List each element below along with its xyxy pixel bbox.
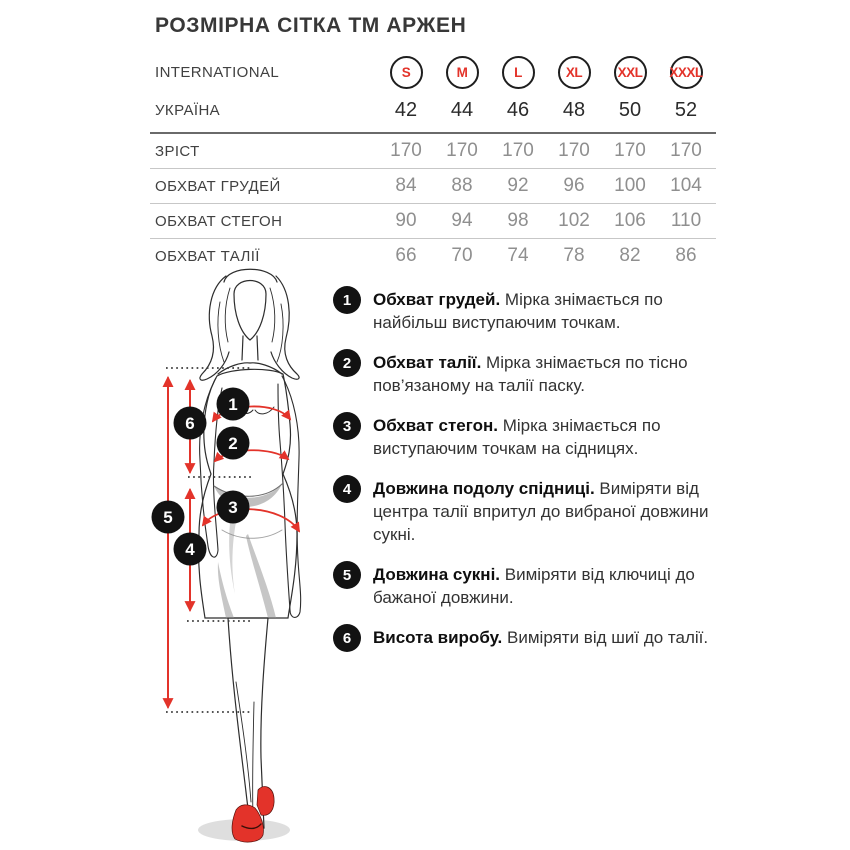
head-sketch <box>218 281 282 375</box>
value-cell: 106 <box>614 210 646 231</box>
measurement-legend <box>333 288 733 652</box>
legend-title: Довжина сукні. <box>373 565 501 584</box>
figure-badge-4 <box>174 533 207 566</box>
size-table <box>150 50 716 273</box>
figure-badge-6 <box>174 407 207 440</box>
value-cell: 170 <box>670 140 702 161</box>
table-row-height <box>150 134 716 168</box>
row-label: ЗРІСТ <box>155 142 200 160</box>
value-cell: 96 <box>563 175 585 196</box>
value-cell: 170 <box>614 140 646 161</box>
legend-description: Виміряти від ключиці до бажаної довжини. <box>373 565 695 607</box>
figure-illustration <box>130 262 340 850</box>
size-circle-s: S <box>390 56 423 89</box>
svg-text:5: 5 <box>163 508 173 527</box>
value-cell: 170 <box>390 140 422 161</box>
row-label: ОБХВАТ ТАЛІЇ <box>155 247 260 265</box>
ua-size-cell: 52 <box>674 98 698 121</box>
value-cell: 102 <box>558 210 590 231</box>
ua-size-cell: 46 <box>506 98 530 121</box>
ua-size-cell: 44 <box>450 98 474 121</box>
value-cell: 98 <box>507 210 529 231</box>
value-cell: 66 <box>395 245 417 266</box>
legend-title: Довжина подолу спідниці. <box>373 479 595 498</box>
value-cell: 70 <box>451 245 473 266</box>
legend-description: Мірка знімається по тісно пов’язаному на талії паску. <box>373 353 688 395</box>
svg-text:3: 3 <box>228 498 238 517</box>
figure-badge-5 <box>152 501 185 534</box>
value-cell: 104 <box>670 175 702 196</box>
table-row-bust <box>150 169 716 203</box>
legend-title: Обхват стегон. <box>373 416 498 435</box>
value-cell: 100 <box>614 175 646 196</box>
svg-text:6: 6 <box>185 414 195 433</box>
ua-size-cell: 48 <box>562 98 586 121</box>
row-label: ОБХВАТ СТЕГОН <box>155 212 283 230</box>
value-cell: 170 <box>558 140 590 161</box>
legend-badge: 6 <box>333 624 361 652</box>
legend-item-skirt-length <box>333 477 733 546</box>
legend-badge: 2 <box>333 349 361 377</box>
value-cell: 110 <box>670 210 702 231</box>
value-cell: 94 <box>451 210 473 231</box>
svg-text:4: 4 <box>185 540 195 559</box>
legend-description: Мірка знімається по найбільш виступаючим точкам. <box>373 290 663 332</box>
table-row-hips <box>150 204 716 238</box>
hair-sketch <box>200 269 299 380</box>
legend-description: Виміряти від центра талії впритул до вибраної довжини сукні. <box>373 479 709 544</box>
legend-item-hips <box>333 414 733 460</box>
legend-description: Виміряти від шиї до талії. <box>507 628 709 647</box>
measurement-diagram-svg <box>130 262 340 850</box>
value-cell: 74 <box>507 245 529 266</box>
legend-badge: 5 <box>333 561 361 589</box>
size-circle-m: M <box>446 56 479 89</box>
table-row-international <box>150 50 716 94</box>
legend-item-dress-length <box>333 563 733 609</box>
value-cell: 86 <box>675 245 697 266</box>
figure-badge-1 <box>217 388 250 421</box>
legend-description: Мірка знімається по виступаючим точкам на сідницях. <box>373 416 661 458</box>
legend-badge: 4 <box>333 475 361 503</box>
legend-badge: 3 <box>333 412 361 440</box>
table-row-ukraine <box>150 94 716 126</box>
svg-text:2: 2 <box>228 434 238 453</box>
page-title: РОЗМІРНА СІТКА ТМ АРЖЕН <box>155 14 467 37</box>
svg-text:1: 1 <box>228 395 238 414</box>
legend-item-waist <box>333 351 733 397</box>
row-label-international: INTERNATIONAL <box>155 63 280 81</box>
value-cell: 92 <box>507 175 529 196</box>
legend-item-bust <box>333 288 733 334</box>
legend-badge: 1 <box>333 286 361 314</box>
value-cell: 82 <box>619 245 641 266</box>
ua-size-cell: 50 <box>618 98 642 121</box>
figure-badge-3 <box>217 491 250 524</box>
legend-title: Обхват талії. <box>373 353 482 372</box>
size-circle-xxxl: XXXL <box>670 56 703 89</box>
value-cell: 78 <box>563 245 585 266</box>
legend-title: Обхват грудей. <box>373 290 501 309</box>
size-circle-l: L <box>502 56 535 89</box>
value-cell: 170 <box>502 140 534 161</box>
row-label-ukraine: УКРАЇНА <box>155 101 221 119</box>
ua-size-cell: 42 <box>394 98 418 121</box>
value-cell: 88 <box>451 175 473 196</box>
size-circle-xl: XL <box>558 56 591 89</box>
legend-item-product-height <box>333 626 733 652</box>
row-label: ОБХВАТ ГРУДЕЙ <box>155 177 281 195</box>
figure-badge-2 <box>217 427 250 460</box>
legend-title: Висота виробу. <box>373 628 503 647</box>
size-circle-xxl: XXL <box>614 56 647 89</box>
value-cell: 84 <box>395 175 417 196</box>
value-cell: 90 <box>395 210 417 231</box>
value-cell: 170 <box>446 140 478 161</box>
